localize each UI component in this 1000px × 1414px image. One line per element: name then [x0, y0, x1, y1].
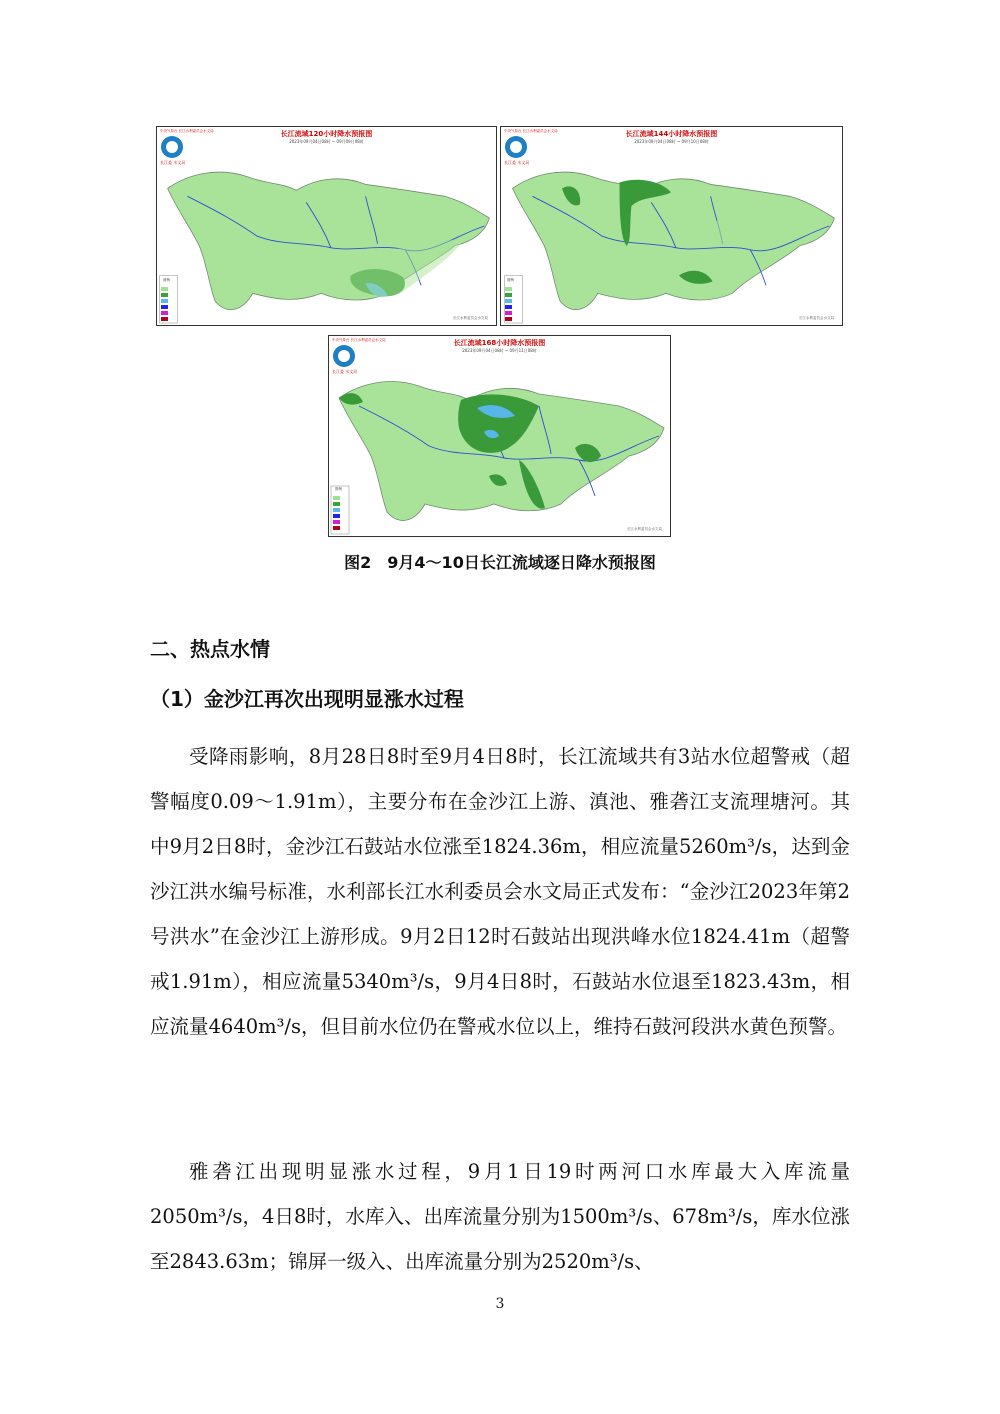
map-credit: 长江水利委员会水文局	[627, 527, 662, 531]
legend-swatch	[161, 293, 168, 297]
map-header-text: 中央气象台 长江水利委员会水文局	[504, 129, 558, 133]
map-title: 长江流域144小时降水预报图	[625, 130, 718, 138]
map-graphic	[157, 127, 496, 325]
precip-map-168h	[328, 335, 671, 537]
map-credit: 长江水利委员会水文局	[799, 316, 834, 320]
map-subtitle: 2023年09月04日08时 ~ 09月09日08时	[289, 139, 364, 144]
map-credit: 长江水利委员会水文局	[453, 316, 488, 320]
legend-swatch	[161, 317, 168, 321]
legend-swatch	[333, 496, 340, 500]
legend-swatch	[161, 287, 168, 291]
body-paragraph-1: 受降雨影响，8月28日8时至9月4日8时，长江流域共有3站水位超警戒（超警幅度0.09～1.91m），主要分布在金沙江上游、滇池、雅砻江支流理塘河。其中9月2日8时，金沙江石鼓站水位涨至1824.36m，相应流量5260m³/s，达到金沙江洪水编号标准，水利部长江水利委员会水文局正式发布：“金沙江2023年第2号洪水”在金沙江上游形成。9月2日12时石鼓站出现洪峰水位1824.41m（超警戒1.91m），相应流量5340m³/s，9月4日8时，石鼓站水位退至1823.43m，相应流量4640m³/s，但目前水位仍在警戒水位以上，维持石鼓河段洪水黄色预警。	[150, 745, 850, 1038]
map-subtitle: 2023年09月04日08时 ~ 09月11日08时	[462, 348, 537, 353]
legend-swatches	[161, 287, 168, 323]
precip-map-144h	[500, 126, 843, 326]
map-org: 长江委 水文局	[332, 369, 358, 374]
map-org: 长江委 水文局	[160, 160, 186, 165]
legend-swatch	[161, 311, 168, 315]
legend-swatch	[505, 293, 512, 297]
map-graphic	[501, 127, 842, 325]
legend-swatch	[161, 305, 168, 309]
map-title: 长江流域168小时降水预报图	[453, 339, 546, 347]
body-paragraph-2: 雅砻江出现明显涨水过程，9月1日19时两河口水库最大入库流量2050m³/s，4日8时，水库入、出库流量分别为1500m³/s、678m³/s，库水位涨至2843.63m；锦屏一级入、出库流量分别为2520m³/s、	[150, 1160, 850, 1273]
page-number: 3	[495, 1296, 505, 1312]
hydrology-logo-icon	[333, 345, 355, 367]
legend-swatch	[333, 520, 340, 524]
map-org: 长江委 水文局	[504, 160, 530, 165]
legend-swatch	[505, 311, 512, 315]
section-heading: 二、热点水情	[150, 637, 270, 661]
legend-swatch	[333, 526, 340, 530]
precip-map-120h	[156, 126, 497, 326]
legend-swatch	[505, 299, 512, 303]
map-header-text: 中央气象台 长江水利委员会水文局	[160, 129, 214, 133]
legend-swatch	[505, 305, 512, 309]
subsection-heading: （1）金沙江再次出现明显涨水过程	[150, 687, 464, 711]
hydrology-logo-icon	[505, 136, 527, 158]
legend-swatches	[333, 496, 340, 532]
legend-swatch	[161, 299, 168, 303]
legend-title: 图例	[335, 487, 342, 491]
legend-swatch	[333, 514, 340, 518]
legend-title: 图例	[507, 278, 514, 282]
legend-swatch	[505, 287, 512, 291]
map-title: 长江流域120小时降水预报图	[280, 130, 373, 138]
hydrology-logo-icon	[161, 136, 183, 158]
legend-swatch	[333, 502, 340, 506]
map-subtitle: 2023年09月04日08时 ~ 09月10日08时	[634, 139, 709, 144]
legend-swatch	[505, 317, 512, 321]
figure-caption: 图2 9月4～10日长江流域逐日降水预报图	[344, 553, 656, 572]
map-header-text: 中央气象台 长江水利委员会水文局	[332, 338, 386, 342]
legend-title: 图例	[163, 278, 170, 282]
legend-swatch	[333, 508, 340, 512]
map-graphic	[329, 336, 670, 536]
legend-swatches	[505, 287, 512, 323]
